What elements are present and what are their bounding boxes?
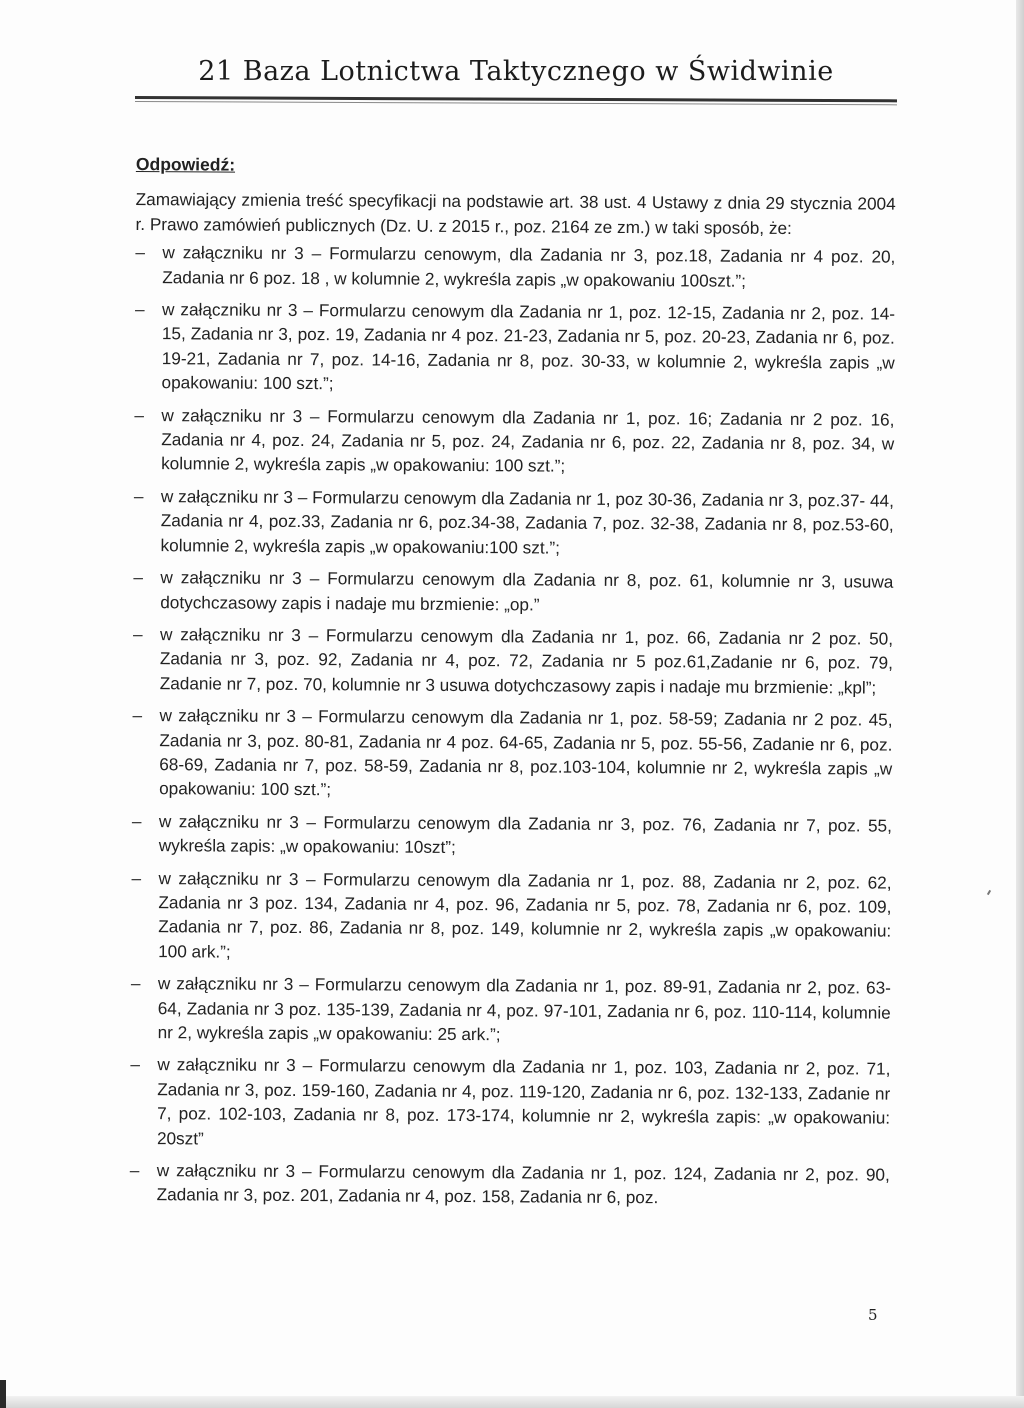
dash-bullet: – bbox=[131, 810, 142, 831]
answer-heading: Odpowiedź: bbox=[135, 153, 236, 175]
change-item-text: w załączniku nr 3 – Formularzu cenowym dla Zadania nr 1, poz. 58-59; Zadania nr 2 poz. 45, Zadania nr 3, poz. 80-81, Zadania nr 4 poz. 64-65, Zadania nr 5, poz. 55-56, Zadanie nr 6, poz. 68-69, Zadania nr 7, poz. 58-59, Zadania nr 8, poz.103-104, kolumnie nr 2, wykreśla zapis „w opakowaniu: 100 szt.”; bbox=[159, 705, 893, 800]
change-item bbox=[132, 809, 892, 862]
change-item-text: w załączniku nr 3 – Formularzu cenowym dla Zadania nr 1, poz. 89-91, Zadania nr 2, poz. 63-64, Zadania nr 3 poz. 135-139, Zadania nr 4, poz. 97-101, Zadania nr 6, poz. 110-114, kolumnie nr 2, wykreśla zapis „w opakowaniu: 25 ark.”; bbox=[157, 973, 891, 1045]
dash-bullet: – bbox=[133, 485, 144, 506]
change-item-text: w załączniku nr 3 – Formularzu cenowym dla Zadania nr 1, poz. 88, Zadania nr 2, poz. 62, Zadania nr 3 poz. 134, Zadania nr 4, poz. 96, Zadania nr 5, poz. 78, Zadania nr 6, poz. 109, Zadania nr 7, poz. 86, Zadania nr 8, poz. 149, kolumnie nr 2, wykreśla zapis „w opakowaniu: 100 ark.”; bbox=[158, 867, 892, 962]
change-item bbox=[132, 703, 893, 805]
change-item-text: w załączniku nr 3 – Formularzu cenowym dla Zadania nr 1, poz. 103, Zadania nr 2, poz. 71, Zadania nr 3, poz. 159-160, Zadania nr 4, poz. 119-120, Zadania nr 6, poz. 132-133, Zadanie nr 7, poz. 102-103, Zadania nr 8, poz. 173-174, kolumnie nr 2, wykreśla zapis: „w opakowaniu: 20szt” bbox=[156, 1054, 891, 1149]
scan-edge-bottom bbox=[0, 1396, 1024, 1408]
change-item bbox=[130, 1158, 890, 1211]
dash-bullet: – bbox=[134, 404, 145, 425]
change-item-text: w załączniku nr 3 – Formularzu cenowym dla Zadania nr 1, poz. 16; Zadania nr 2 poz. 16, Zadania nr 4, poz. 24, Zadania nr 5, poz. 24, Zadania nr 6, poz. 22, Zadania nr 8, poz. 34, w kolumnie 2, wykreśla zapis „w opakowaniu: 100 szt.”; bbox=[161, 404, 895, 477]
change-item bbox=[135, 297, 896, 399]
changes-list bbox=[130, 240, 896, 1211]
change-item bbox=[134, 403, 894, 481]
change-item bbox=[133, 565, 893, 618]
change-item-text: w załączniku nr 3 – Formularzu cenowym, dla Zadania nr 3, poz.18, Zadania nr 4 poz. 20, Zadania nr 6 poz. 18 , w kolumnie 2, wykreśla zapis „w opakowaniu 100szt.”; bbox=[162, 242, 896, 291]
intro-paragraph: Zamawiający zmienia treść specyfikacji na podstawie art. 38 ust. 4 Ustawy z dnia 29 stycznia 2004 r. Prawo zamówień publicznych (Dz. U. z 2015 r., poz. 2164 ze zm.) w taki sposób, że: bbox=[135, 189, 896, 238]
change-item bbox=[131, 866, 892, 968]
dash-bullet: – bbox=[132, 705, 143, 726]
dash-bullet: – bbox=[135, 242, 146, 263]
scan-speck bbox=[987, 890, 991, 895]
change-item-text: w załączniku nr 3 – Formularzu cenowym dla Zadania nr 1, poz. 12-15, Zadania nr 2, poz. 14-15, Zadania nr 3, poz. 19, Zadania nr 4 poz. 21-23, Zadania nr 5, poz. 20-23, Zadania nr 6, poz. 19-21, Zadania nr 7, poz. 14-16, Zadania nr 8, poz. 30-33, w kolumnie 2, wykreśla zapis „w opakowaniu: 100 szt.”; bbox=[161, 299, 896, 394]
change-item bbox=[133, 622, 893, 700]
change-item-text: w załączniku nr 3 – Formularzu cenowym dla Zadania nr 1, poz 30-36, Zadania nr 3, poz.37- 44, Zadania nr 4, poz.33, Zadania nr 6, poz.34-38, Zadania 7, poz. 32-38, Zadania nr 8, poz.53-60, kolumnie 2, wykreśla zapis „w opakowaniu:100 szt.”; bbox=[160, 486, 894, 558]
scan-edge-mark bbox=[0, 1380, 6, 1408]
dash-bullet: – bbox=[130, 1054, 141, 1075]
page-header-title: 21 Baza Lotnictwa Taktycznego w Świdwinie bbox=[198, 56, 834, 87]
dash-bullet: – bbox=[132, 623, 143, 644]
dash-bullet: – bbox=[134, 299, 145, 320]
dash-bullet: – bbox=[130, 973, 141, 994]
document-body bbox=[130, 152, 896, 1219]
page-number: 5 bbox=[868, 1306, 878, 1324]
change-item bbox=[131, 971, 891, 1049]
change-item-text: w załączniku nr 3 – Formularzu cenowym dla Zadania nr 3, poz. 76, Zadania nr 7, poz. 55, wykreśla zapis: „w opakowaniu: 10szt”; bbox=[158, 810, 892, 858]
scan-edge-right bbox=[1016, 0, 1024, 1408]
change-item bbox=[135, 240, 895, 293]
dash-bullet: – bbox=[133, 567, 144, 588]
change-item-text: w załączniku nr 3 – Formularzu cenowym dla Zadania nr 1, poz. 66, Zadania nr 2 poz. 50, Zadania nr 3, poz. 92, Zadania nr 4, poz. 72, Zadania nr 5 poz.61,Zadanie nr 6, poz. 79, Zadanie nr 7, poz. 70, kolumnie nr 3 usuwa dotychczasowy zapis i nadaje mu brzmienie: „kpl”; bbox=[159, 624, 894, 698]
change-item-text: w załączniku nr 3 – Formularzu cenowym dla Zadania nr 8, poz. 61, kolumnie nr 3, usuwa dotychczasowy zapis i nadaje mu brzmienie: „op.” bbox=[160, 567, 894, 614]
change-item bbox=[130, 1052, 891, 1154]
dash-bullet: – bbox=[129, 1160, 140, 1181]
dash-bullet: – bbox=[131, 867, 142, 888]
change-item-text: w załączniku nr 3 – Formularzu cenowym dla Zadania nr 1, poz. 124, Zadania nr 2, poz. 90, Zadania nr 3, poz. 201, Zadania nr 4, poz. 158, Zadania nr 6, poz. bbox=[156, 1160, 890, 1208]
change-item bbox=[134, 484, 894, 562]
